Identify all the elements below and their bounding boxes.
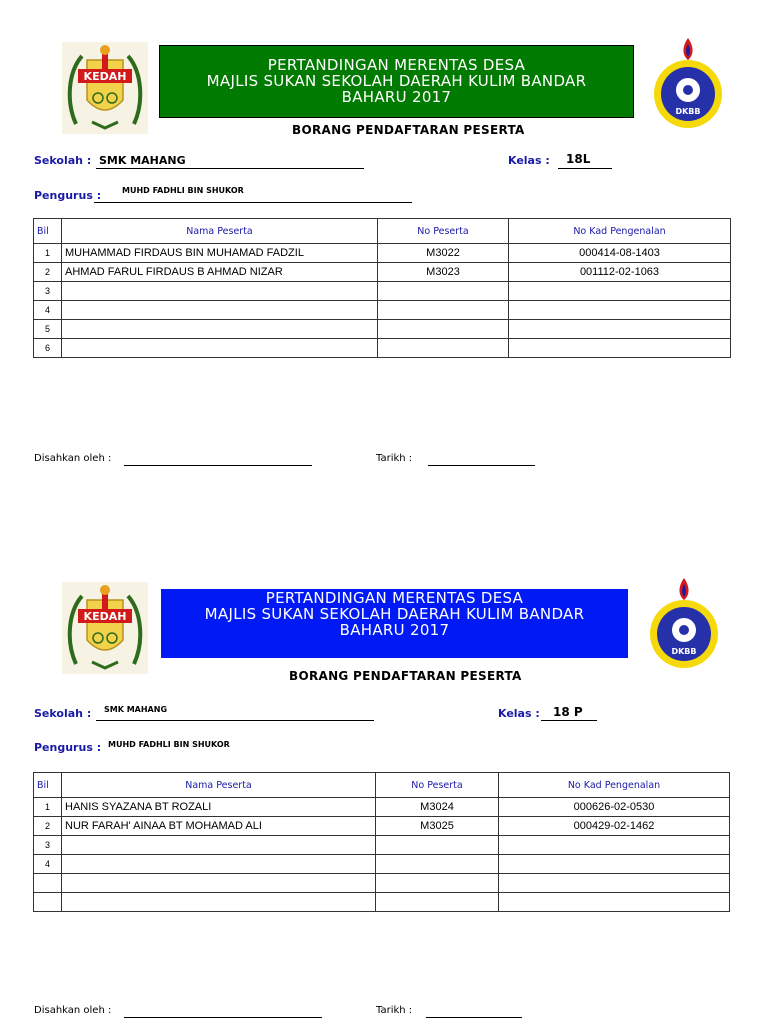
header-no-peserta: No Peserta [376, 773, 499, 798]
kelas-label: Kelas : [508, 154, 550, 167]
tarikh-label: Tarikh : [376, 453, 413, 464]
cell-no-peserta [376, 893, 499, 912]
table-row [34, 817, 730, 836]
cell-no-kad [509, 320, 731, 339]
cell-bil: 6 [34, 339, 62, 358]
form-subtitle: BORANG PENDAFTARAN PESERTA [292, 123, 525, 137]
cell-no-kad: 000626-02-0530 [499, 798, 730, 817]
table-row [34, 301, 731, 320]
tarikh-label: Tarikh : [376, 1005, 413, 1016]
participant-table [33, 772, 730, 912]
cell-nama [62, 893, 376, 912]
cell-no-peserta: M3022 [378, 244, 509, 263]
cell-bil [34, 874, 62, 893]
cell-nama [62, 855, 376, 874]
table-row [34, 282, 731, 301]
kelas-label: Kelas : [498, 707, 540, 720]
cell-bil: 1 [34, 798, 62, 817]
form-subtitle: BORANG PENDAFTARAN PESERTA [289, 669, 522, 683]
header-nama: Nama Peserta [62, 773, 376, 798]
title-line-3: BAHARU 2017 [339, 621, 450, 639]
cell-no-kad [499, 836, 730, 855]
title-line-2: MAJLIS SUKAN SEKOLAH DAERAH KULIM BANDAR [204, 605, 585, 623]
pengurus-label: Pengurus : [34, 189, 102, 202]
table-row [34, 339, 731, 358]
table-header-row [34, 773, 730, 798]
svg-text:KEDAH: KEDAH [83, 610, 127, 623]
cell-no-kad [499, 874, 730, 893]
cell-bil: 5 [34, 320, 62, 339]
cell-bil: 3 [34, 836, 62, 855]
cell-nama [62, 301, 378, 320]
sekolah-value: SMK MAHANG [104, 705, 168, 714]
table-row [34, 836, 730, 855]
cell-nama: AHMAD FARUL FIRDAUS B AHMAD NIZAR [62, 263, 378, 282]
cell-no-peserta [376, 874, 499, 893]
table-header-row [34, 219, 731, 244]
cell-no-kad [509, 339, 731, 358]
cell-nama: NUR FARAH' AINAA BT MOHAMAD ALI [62, 817, 376, 836]
cell-bil: 2 [34, 817, 62, 836]
cell-bil: 3 [34, 282, 62, 301]
cell-nama [62, 320, 378, 339]
event-title-banner [159, 45, 634, 118]
pengurus-label: Pengurus : [34, 741, 102, 754]
header-no-kad: No Kad Pengenalan [509, 219, 731, 244]
table-row [34, 855, 730, 874]
cell-no-kad: 001112-02-1063 [509, 263, 731, 282]
cell-no-kad [509, 282, 731, 301]
title-line-2: MAJLIS SUKAN SEKOLAH DAERAH KULIM BANDAR [206, 72, 587, 90]
header-bil: Bil [34, 219, 62, 244]
kelas-value: 18 P [553, 705, 583, 719]
disahkan-label: Disahkan oleh : [34, 453, 112, 464]
cell-no-kad [499, 893, 730, 912]
title-line-1: PERTANDINGAN MERENTAS DESA [265, 589, 524, 607]
tarikh-line [428, 465, 535, 466]
title-line-1: PERTANDINGAN MERENTAS DESA [267, 56, 526, 74]
cell-no-kad [499, 855, 730, 874]
cell-bil: 4 [34, 855, 62, 874]
cell-bil: 1 [34, 244, 62, 263]
dkbb-logo [641, 576, 727, 668]
kelas-underline [558, 168, 612, 169]
sekolah-underline [96, 720, 374, 721]
cell-no-peserta [376, 855, 499, 874]
disahkan-signature-line [124, 1017, 322, 1018]
event-title-banner [161, 589, 628, 658]
svg-text:KEDAH: KEDAH [83, 70, 127, 83]
cell-no-peserta: M3025 [376, 817, 499, 836]
svg-text:DKBB: DKBB [671, 647, 697, 656]
cell-bil: 4 [34, 301, 62, 320]
participant-table [33, 218, 731, 358]
cell-nama [62, 874, 376, 893]
table-row [34, 320, 731, 339]
dkbb-logo [645, 36, 731, 128]
header-no-peserta: No Peserta [378, 219, 509, 244]
table-row [34, 244, 731, 263]
cell-nama: MUHAMMAD FIRDAUS BIN MUHAMAD FADZIL [62, 244, 378, 263]
header-nama: Nama Peserta [62, 219, 378, 244]
sekolah-label: Sekolah : [34, 707, 92, 720]
sekolah-label: Sekolah : [34, 154, 92, 167]
kedah-logo [62, 42, 148, 134]
table-row [34, 874, 730, 893]
header-bil: Bil [34, 773, 62, 798]
cell-no-kad [509, 301, 731, 320]
tarikh-line [426, 1017, 522, 1018]
cell-no-peserta [376, 836, 499, 855]
disahkan-label: Disahkan oleh : [34, 1005, 112, 1016]
cell-nama [62, 836, 376, 855]
title-line-3: BAHARU 2017 [341, 88, 452, 106]
cell-no-peserta: M3024 [376, 798, 499, 817]
cell-no-peserta [378, 282, 509, 301]
sekolah-value: SMK MAHANG [99, 154, 186, 167]
cell-nama [62, 282, 378, 301]
pengurus-value: MUHD FADHLI BIN SHUKOR [122, 186, 244, 195]
cell-nama: HANIS SYAZANA BT ROZALI [62, 798, 376, 817]
cell-no-peserta: M3023 [378, 263, 509, 282]
table-row [34, 798, 730, 817]
table-row [34, 893, 730, 912]
cell-no-kad: 000429-02-1462 [499, 817, 730, 836]
cell-bil [34, 893, 62, 912]
pengurus-value: MUHD FADHLI BIN SHUKOR [108, 740, 230, 749]
pengurus-underline [94, 202, 412, 203]
cell-no-peserta [378, 320, 509, 339]
cell-no-peserta [378, 301, 509, 320]
cell-nama [62, 339, 378, 358]
header-no-kad: No Kad Pengenalan [499, 773, 730, 798]
kedah-logo [62, 582, 148, 674]
cell-no-kad: 000414-08-1403 [509, 244, 731, 263]
svg-text:DKBB: DKBB [675, 107, 701, 116]
cell-bil: 2 [34, 263, 62, 282]
kelas-value: 18L [566, 152, 591, 166]
kelas-underline [541, 720, 597, 721]
sekolah-underline [96, 168, 364, 169]
cell-no-peserta [378, 339, 509, 358]
disahkan-signature-line [124, 465, 312, 466]
table-row [34, 263, 731, 282]
